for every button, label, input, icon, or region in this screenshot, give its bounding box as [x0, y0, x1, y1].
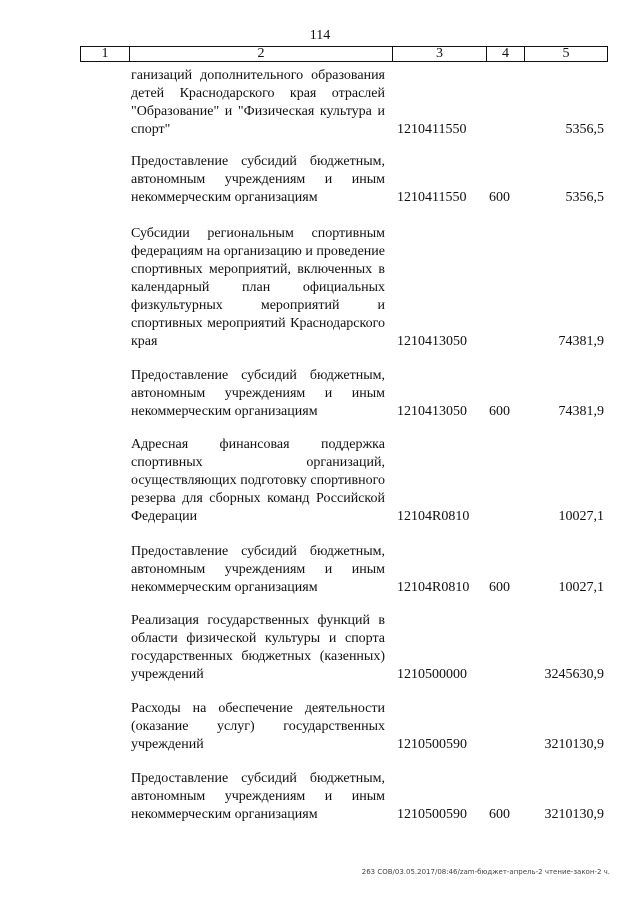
- row-description: Предоставление субсидий бюджетным, автономным учреждениям и иным некоммерческим организациям: [131, 154, 385, 205]
- row-code: 12104R0810: [397, 509, 470, 524]
- row-amount: 3210130,9: [544, 807, 604, 822]
- row-amount: 10027,1: [558, 580, 604, 595]
- header-col-4: 4: [502, 46, 509, 61]
- row-amount: 3245630,9: [544, 667, 604, 682]
- row-amount: 74381,9: [558, 404, 604, 419]
- row-amount: 3210130,9: [544, 737, 604, 752]
- table-row: [0, 543, 640, 597]
- footer-file-stamp: 263 СОВ/03.05.2017/08:46/zam-бюджет-апрель-2 чтение-закон-2 ч.: [361, 868, 610, 876]
- row-description: Субсидии региональным спортивным федерациям на организацию и проведение спортивных мероприятий, включенных в календарный план официальных физкультурных мероприятий и спортивных мероприятий Краснодарского края: [131, 226, 385, 349]
- page-number: 114: [309, 28, 331, 43]
- table-row: [0, 700, 640, 754]
- row-amount: 10027,1: [558, 509, 604, 524]
- row-description: Реализация государственных функций в области физической культуры и спорта государственных бюджетных (казенных) учреждений: [131, 613, 385, 682]
- header-col-1: 1: [101, 46, 109, 61]
- row-code: 1210411550: [397, 122, 467, 137]
- header-col-2: 2: [257, 46, 265, 61]
- header-col-5: 5: [562, 46, 570, 61]
- row-code: 1210500590: [397, 737, 467, 752]
- table-row: [0, 436, 640, 526]
- header-col-3: 3: [436, 46, 443, 61]
- row-amount: 74381,9: [558, 334, 604, 349]
- row-type: 600: [489, 580, 510, 595]
- row-code: 12104R0810: [397, 580, 470, 595]
- row-type: 600: [489, 190, 510, 205]
- row-type: 600: [489, 807, 510, 822]
- table-row: [0, 770, 640, 824]
- table-row: [0, 67, 640, 139]
- table-header: [80, 46, 608, 62]
- table-row: [0, 225, 640, 351]
- row-type: 600: [489, 404, 510, 419]
- row-code: 1210411550: [397, 190, 467, 205]
- table-row: [0, 612, 640, 684]
- row-amount: 5356,5: [565, 190, 604, 205]
- row-description: Расходы на обеспечение деятельности (оказание услуг) государственных учреждений: [131, 701, 385, 752]
- row-description: ганизаций дополнительного образования детей Краснодарского края отраслей "Образование" и "Физическая культура и спорт": [131, 68, 385, 137]
- row-amount: 5356,5: [565, 122, 604, 137]
- table-row: [0, 153, 640, 207]
- row-code: 1210500000: [397, 667, 467, 682]
- row-code: 1210413050: [397, 404, 467, 419]
- row-code: 1210500590: [397, 807, 467, 822]
- table-row: [0, 367, 640, 421]
- row-description: Предоставление субсидий бюджетным, автономным учреждениям и иным некоммерческим организациям: [131, 368, 385, 419]
- row-description: Предоставление субсидий бюджетным, автономным учреждениям и иным некоммерческим организациям: [131, 771, 385, 822]
- row-code: 1210413050: [397, 334, 467, 349]
- row-description: Предоставление субсидий бюджетным, автономным учреждениям и иным некоммерческим организациям: [131, 544, 385, 595]
- row-description: Адресная финансовая поддержка спортивных организаций, осуществляющих подготовку спортивного резерва для сборных команд Российской Федерации: [131, 437, 385, 524]
